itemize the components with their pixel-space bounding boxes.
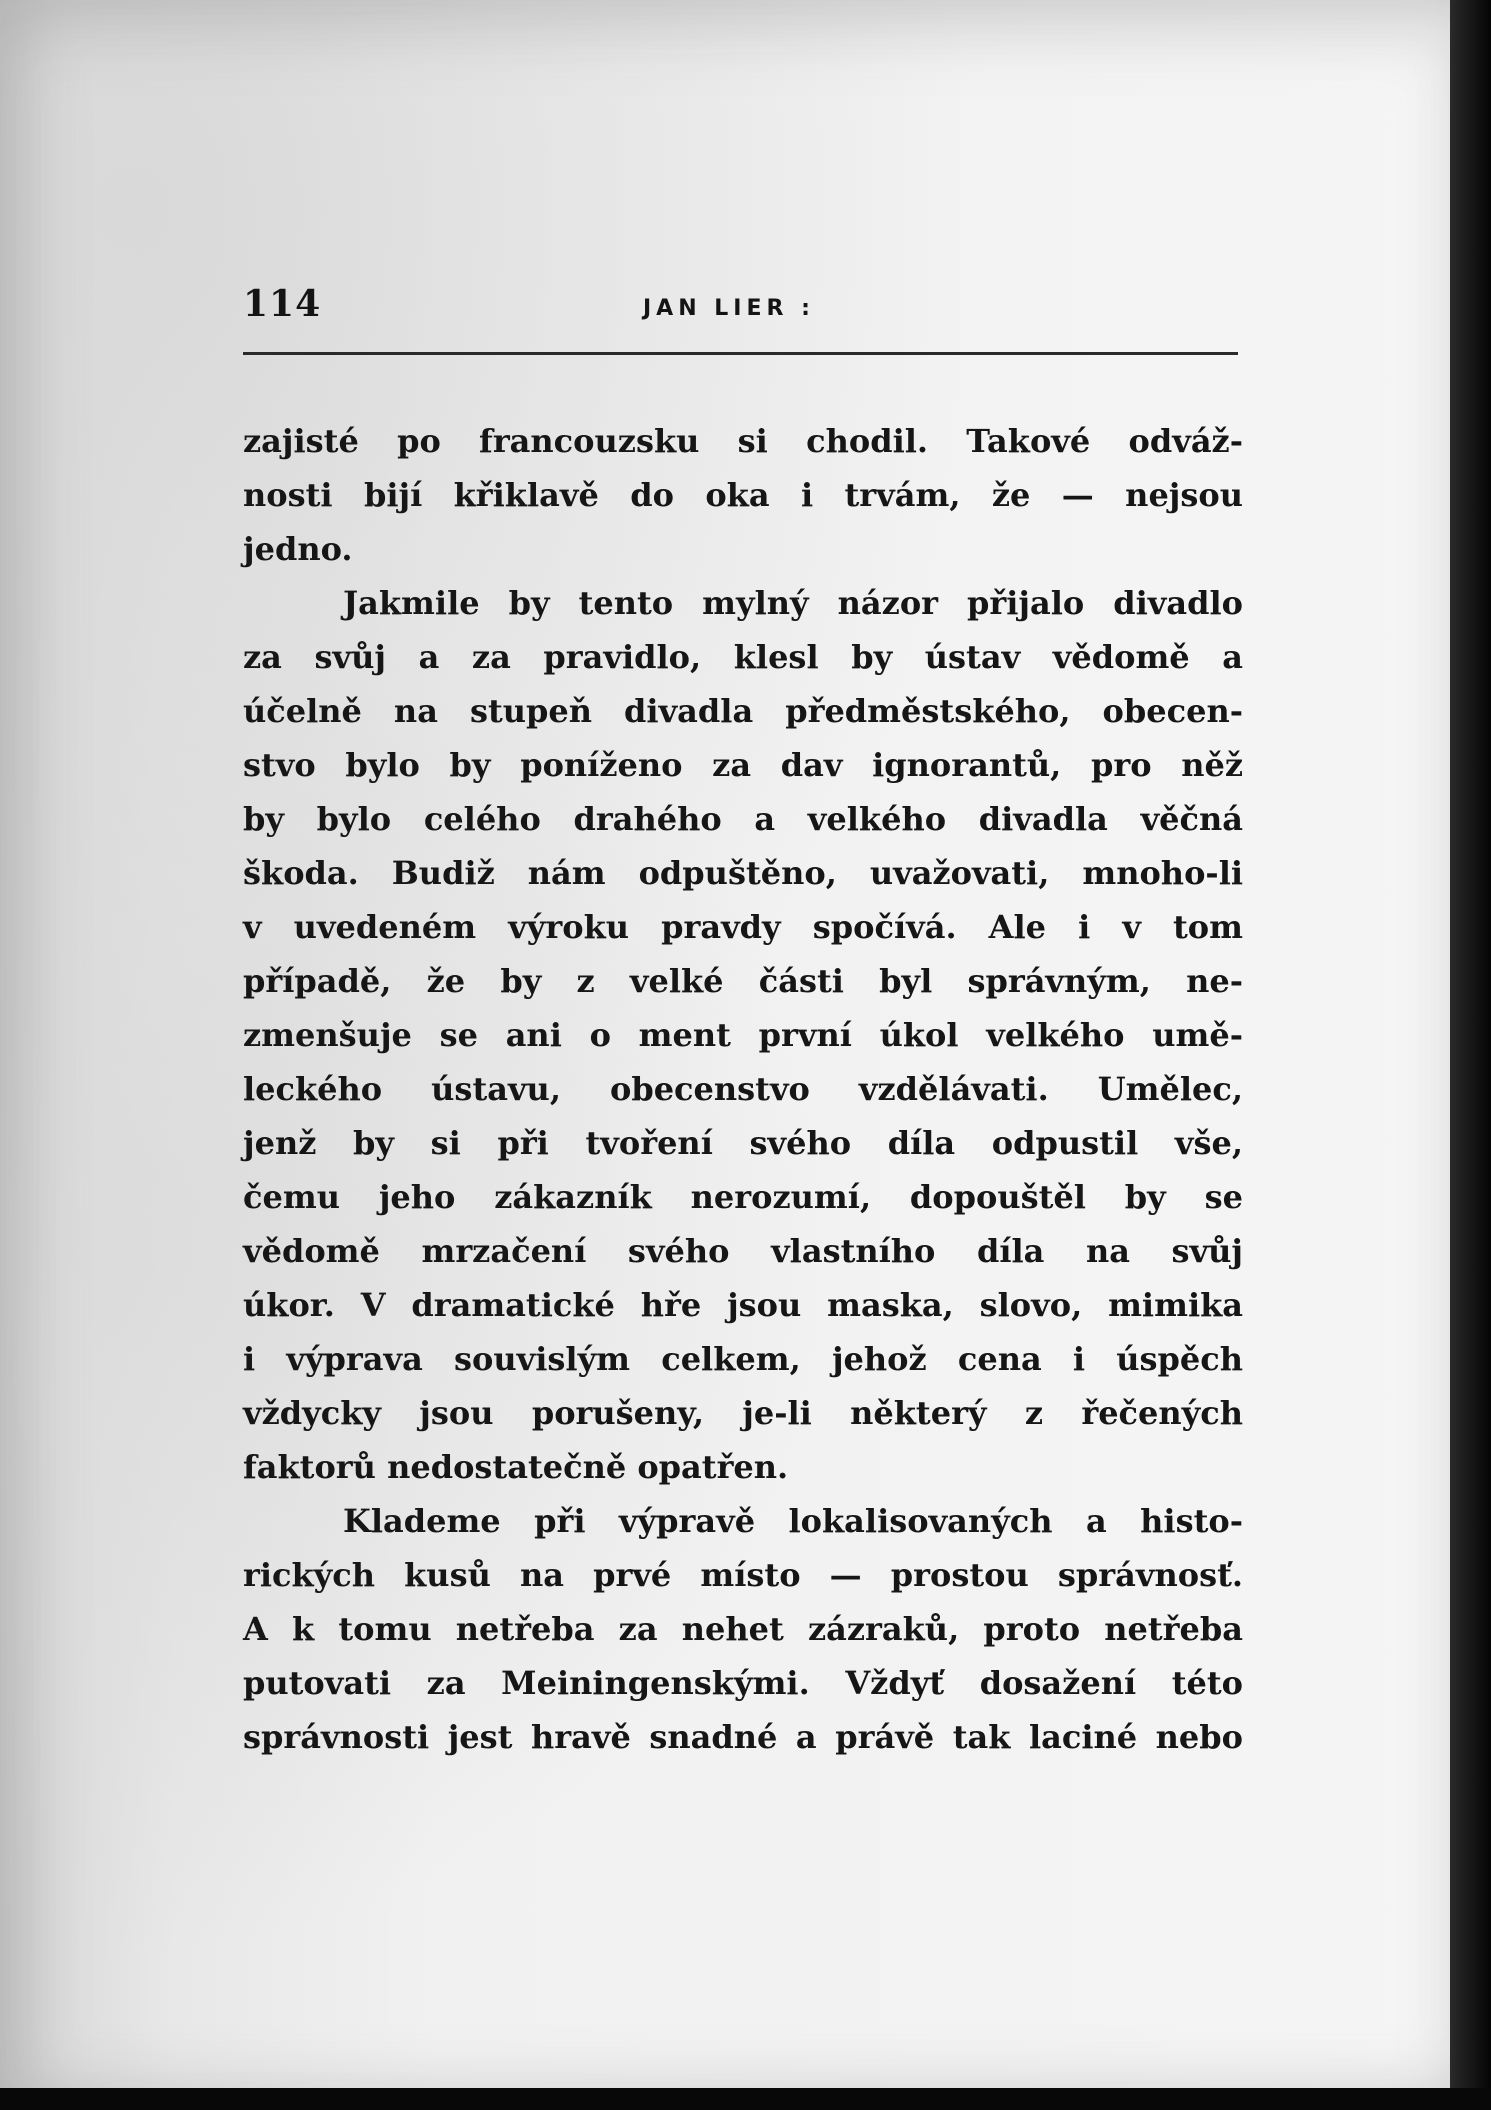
body-text [243,414,1243,1764]
text-line: v uvedeném výroku pravdy spočívá. Ale i v tom [243,908,1243,946]
text-line: jedno. [243,530,353,568]
page-header [243,283,1233,343]
text-line: správnosti jest hravě snadné a právě tak laciné nebo [243,1718,1243,1756]
text-line: čemu jeho zákazník nerozumí, dopouštěl by se [243,1178,1243,1216]
text-line: vědomě mrzačení svého vlastního díla na svůj [243,1232,1243,1270]
text-line: zmenšuje se ani o ment první úkol velkého umě- [243,1016,1243,1054]
text-line: rických kusů na prvé místo — prostou správnosť. [243,1556,1243,1594]
page-number: 114 [243,283,322,325]
header-rule [243,352,1238,355]
text-line: Jakmile by tento mylný názor přijalo divadlo [343,584,1243,622]
text-line: případě, že by z velké části byl správným, ne- [243,962,1243,1000]
text-line: stvo bylo by poníženo za dav ignorantů, pro něž [243,746,1243,784]
text-line: vždycky jsou porušeny, je-li některý z řečených [243,1394,1243,1432]
text-line: nosti bijí křiklavě do oka i trvám, že — nejsou [243,476,1243,514]
text-line: zajisté po francouzsku si chodil. Takové odváž- [243,422,1243,460]
text-line: Klademe při výpravě lokalisovaných a histo- [343,1502,1243,1540]
text-line: A k tomu netřeba za nehet zázraků, proto netřeba [243,1610,1243,1648]
scan-right-edge [1450,0,1491,2110]
text-line: by bylo celého drahého a velkého divadla věčná [243,800,1243,838]
text-line: úkor. V dramatické hře jsou maska, slovo, mimika [243,1286,1243,1324]
text-line: i výprava souvislým celkem, jehož cena i úspěch [243,1340,1243,1378]
text-line: leckého ústavu, obecenstvo vzdělávati. Umělec, [243,1070,1243,1108]
running-head: JAN LIER : [643,296,815,321]
text-line: jenž by si při tvoření svého díla odpustil vše, [243,1124,1243,1162]
text-line: škoda. Budiž nám odpuštěno, uvažovati, mnoho-li [243,854,1243,892]
text-line: za svůj a za pravidlo, klesl by ústav vědomě a [243,638,1243,676]
text-line: putovati za Meiningenskými. Vždyť dosažení této [243,1664,1243,1702]
scan-bottom-edge [0,2088,1491,2110]
text-line: faktorů nedostatečně opatřen. [243,1448,789,1486]
text-line: účelně na stupeň divadla předměstského, obecen- [243,692,1243,730]
